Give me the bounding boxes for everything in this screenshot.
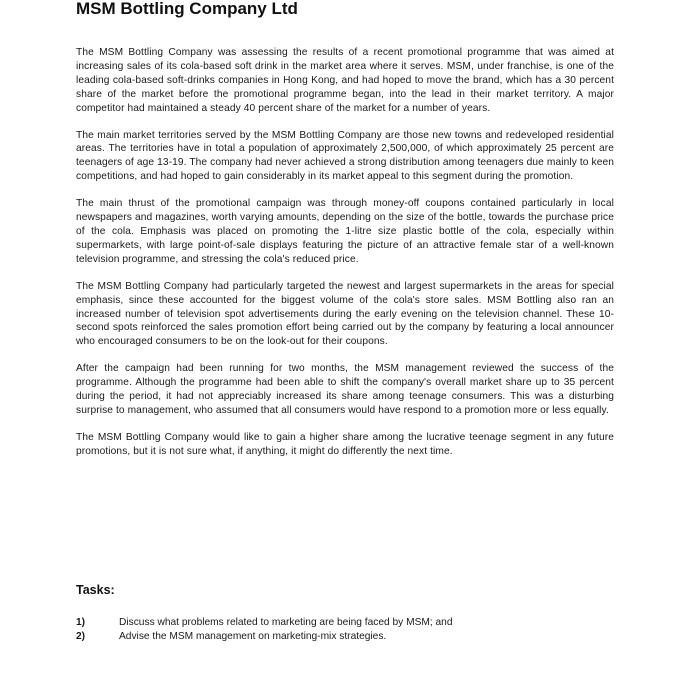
task-text: Advise the MSM management on marketing-mix strategies. (119, 631, 387, 642)
task-number: 1) (76, 617, 86, 628)
tasks-heading: Tasks: (76, 583, 115, 597)
task-number: 2) (76, 631, 86, 642)
paragraph-territories: The main market territories served by the MSM Bottling Company are those new towns and redeveloped residential areas. The territories have in total a population of approximately 2,500,000, of which approximately 25 percent are teenagers of age 13-19. The company had never achieved a strong distribution among teenagers due mainly to keen competitions, and had hoped to gain considerably in its market appeal to this segment during the promotion. (76, 129, 614, 183)
paragraph-review: After the campaign had been running for two months, the MSM management reviewed the success of the programme. Although the programme had been able to shift the company's overall market share up to 35 percent during the period, it had not appreciably increased its share among teenage consumers. This was a disturbing surprise to management, who assumed that all consumers would have respond to a promotion more or less equally. (76, 363, 614, 416)
paragraph-intro: The MSM Bottling Company was assessing the results of a recent promotional programme that was aimed at increasing sales of its cola-based soft drink in the market area where it serves. MSM, under franchise, is one of the leading cola-based soft-drinks companies in Hong Kong, and had hoped to move the brand, which has a 30 percent share of the market before the promotional programme began, into the lead in their market territory. A major competitor had maintained a steady 40 percent share of the market for a number of years. (76, 47, 614, 114)
paragraph-future: The MSM Bottling Company would like to gain a higher share among the lucrative teenage segment in any future promotions, but it is not sure what, if anything, it might do differently the next time. (76, 431, 614, 457)
paragraph-campaign: The main thrust of the promotional campaign was through money-off coupons contained particularly in local newspapers and magazines, worth varying amounts, depending on the size of the bottle, towards the purchase price of the cola. Emphasis was placed on promoting the 1-litre size plastic bottle of the cola, especially within supermarkets, with large point-of-sale displays featuring the picture of an attractive female star of a well-known television programme, and stressing the cola's reduced price. (76, 198, 614, 265)
task-item (76, 630, 616, 644)
task-list (76, 616, 616, 644)
task-text: Discuss what problems related to marketing are being faced by MSM; and (119, 617, 453, 628)
paragraph-supermarkets: The MSM Bottling Company had particularly targeted the newest and largest supermarkets in the areas for special emphasis, since these accounted for the biggest volume of the cola's store sales. MSM Bottling also ran an increased number of television spot advertisements during the early evening on the television channel. These 10-second spots reinforced the sales promotion effort being carried out by the company by featuring a local announcer who encouraged consumers to be on the look-out for their coupons. (76, 280, 614, 348)
task-item (76, 616, 616, 630)
document-body (76, 46, 614, 472)
document-title: MSM Bottling Company Ltd (76, 0, 298, 18)
